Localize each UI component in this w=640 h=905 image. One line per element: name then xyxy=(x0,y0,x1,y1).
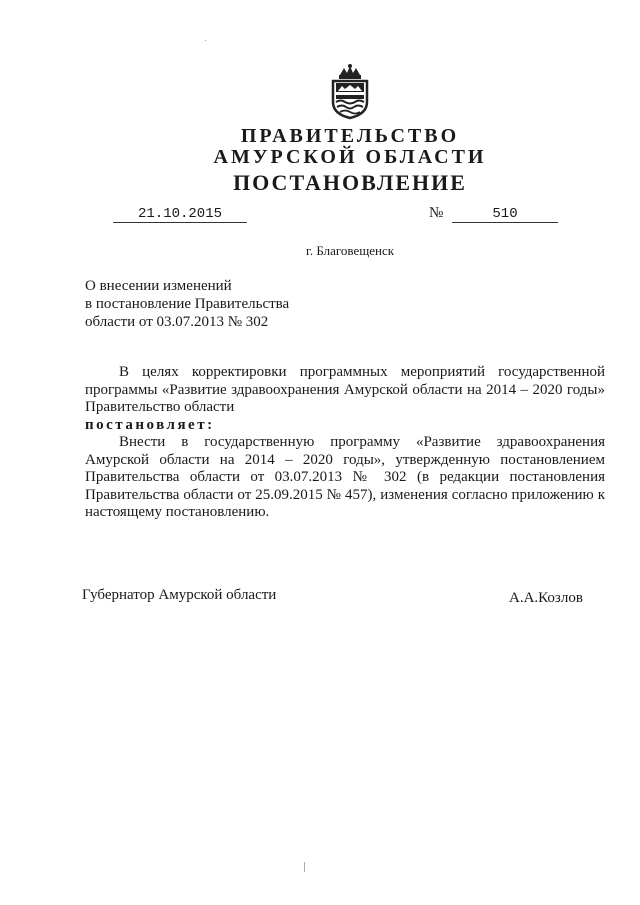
scan-speck xyxy=(205,40,206,41)
issue-city: г. Благовещенск xyxy=(305,243,395,258)
subject-line: О внесении изменений xyxy=(85,278,232,294)
government-title: ПРАВИТЕЛЬСТВО xyxy=(240,125,460,147)
decree-item-paragraph: Внести в государственную программу «Развитие здравоохранения Амурской области на 2014 – 2020 годы», утвержденную постановлением Правительства области от 03.07.2013 № 302 (в редакции постановления Правительства области от 25.09.2015 № 457), изменения согласно приложению к настоящему постановлению. xyxy=(85,434,605,520)
signatory-position: Губернатор Амурской области xyxy=(82,587,277,603)
coat-of-arms-icon xyxy=(327,62,373,120)
document-body xyxy=(85,364,605,522)
scan-mark xyxy=(304,862,305,872)
number-sign: № xyxy=(429,205,444,221)
subject-line: области от 03.07.2013 № 302 xyxy=(85,314,269,330)
signatory-name: А.А.Козлов xyxy=(509,590,583,606)
document-date: 21.10.2015 xyxy=(113,206,247,223)
subject-line: в постановление Правительства xyxy=(85,296,290,312)
document-subject xyxy=(85,277,289,331)
decree-word: постановляет: xyxy=(85,416,215,433)
document-number: 510 xyxy=(452,206,558,223)
region-title: АМУРСКОЙ ОБЛАСТИ xyxy=(213,146,487,168)
document-type: ПОСТАНОВЛЕНИЕ xyxy=(233,170,467,195)
preamble-paragraph: В целях корректировки программных мероприятий государственной программы «Развитие здравоохранения Амурской области на 2014 – 2020 годы» Правительство области xyxy=(85,364,605,415)
